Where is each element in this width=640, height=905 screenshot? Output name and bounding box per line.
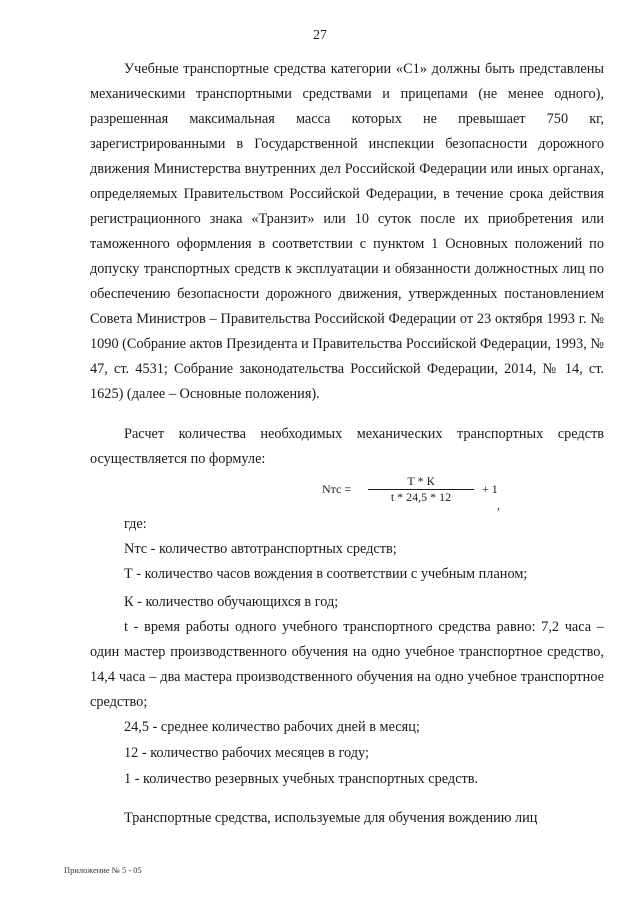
definition-t-hours: Т - количество часов вождения в соответствии с учебным планом; — [124, 566, 528, 582]
page-number: 27 — [313, 28, 327, 43]
paragraph-calculation: Расчет количества необходимых механических транспортных средств осуществляется по формуле: — [90, 426, 604, 467]
formula-comma: , — [497, 498, 500, 512]
formula-lhs: Nтс = — [322, 482, 352, 496]
definition-time: t - время работы одного учебного транспортного средства равно: 7,2 часа – один мастер производственного обучения на одно учебное транспортное средство, 14,4 часа – два мастера производственного обучения на одно учебное транспортное средство; — [90, 619, 604, 710]
formula-plus-one: + 1 — [482, 482, 498, 496]
definition-k: К - количество обучающихся в год; — [124, 594, 339, 610]
formula-numerator: Т * К — [368, 474, 474, 490]
paragraph-intro: Учебные транспортные средства категории «С1» должны быть представлены механическими транспортными средствами и прицепами (не менее одного), разрешенная максимальная масса которых не превышает 750 кг, зарегистрированными в Государственной инспекции безопасности дорожного движения Министерства внутренних дел Российской Федерации или иных органах, определяемых Правительством Российской Федерации, в течение срока действия регистрационного знака «Транзит» или 10 суток после их приобретения или таможенного оформления в соответствии с пунктом 1 Основных положений по допуску транспортных средств к эксплуатации и обязанности должностных лиц по обеспечению безопасности дорожного движения, утвержденных постановлением Совета Министров – Правительства Российской Федерации от 23 октября 1993 г. № 1090 (Собрание актов Президента и Правительства Российской Федерации, 1993, № 47, ст. 4531; Собрание законодательства Российской Федерации, 2014, № 14, ст. 1625) (далее – Основные положения). — [90, 61, 604, 402]
formula-denominator: t * 24,5 * 12 — [390, 490, 452, 504]
definition-days: 24,5 - среднее количество рабочих дней в месяц; — [124, 719, 420, 735]
definition-ntc: Nтс - количество автотранспортных средств; — [124, 541, 397, 557]
paragraph-vehicles: Транспортные средства, используемые для обучения вождению лиц — [124, 810, 538, 826]
definition-reserve: 1 - количество резервных учебных транспортных средств. — [124, 771, 479, 787]
definition-months: 12 - количество рабочих месяцев в году; — [124, 745, 369, 761]
formula-fraction — [368, 474, 474, 505]
footer-reference: Приложение № 5 - 05 — [64, 865, 142, 875]
paragraph-where: где: — [124, 516, 147, 532]
